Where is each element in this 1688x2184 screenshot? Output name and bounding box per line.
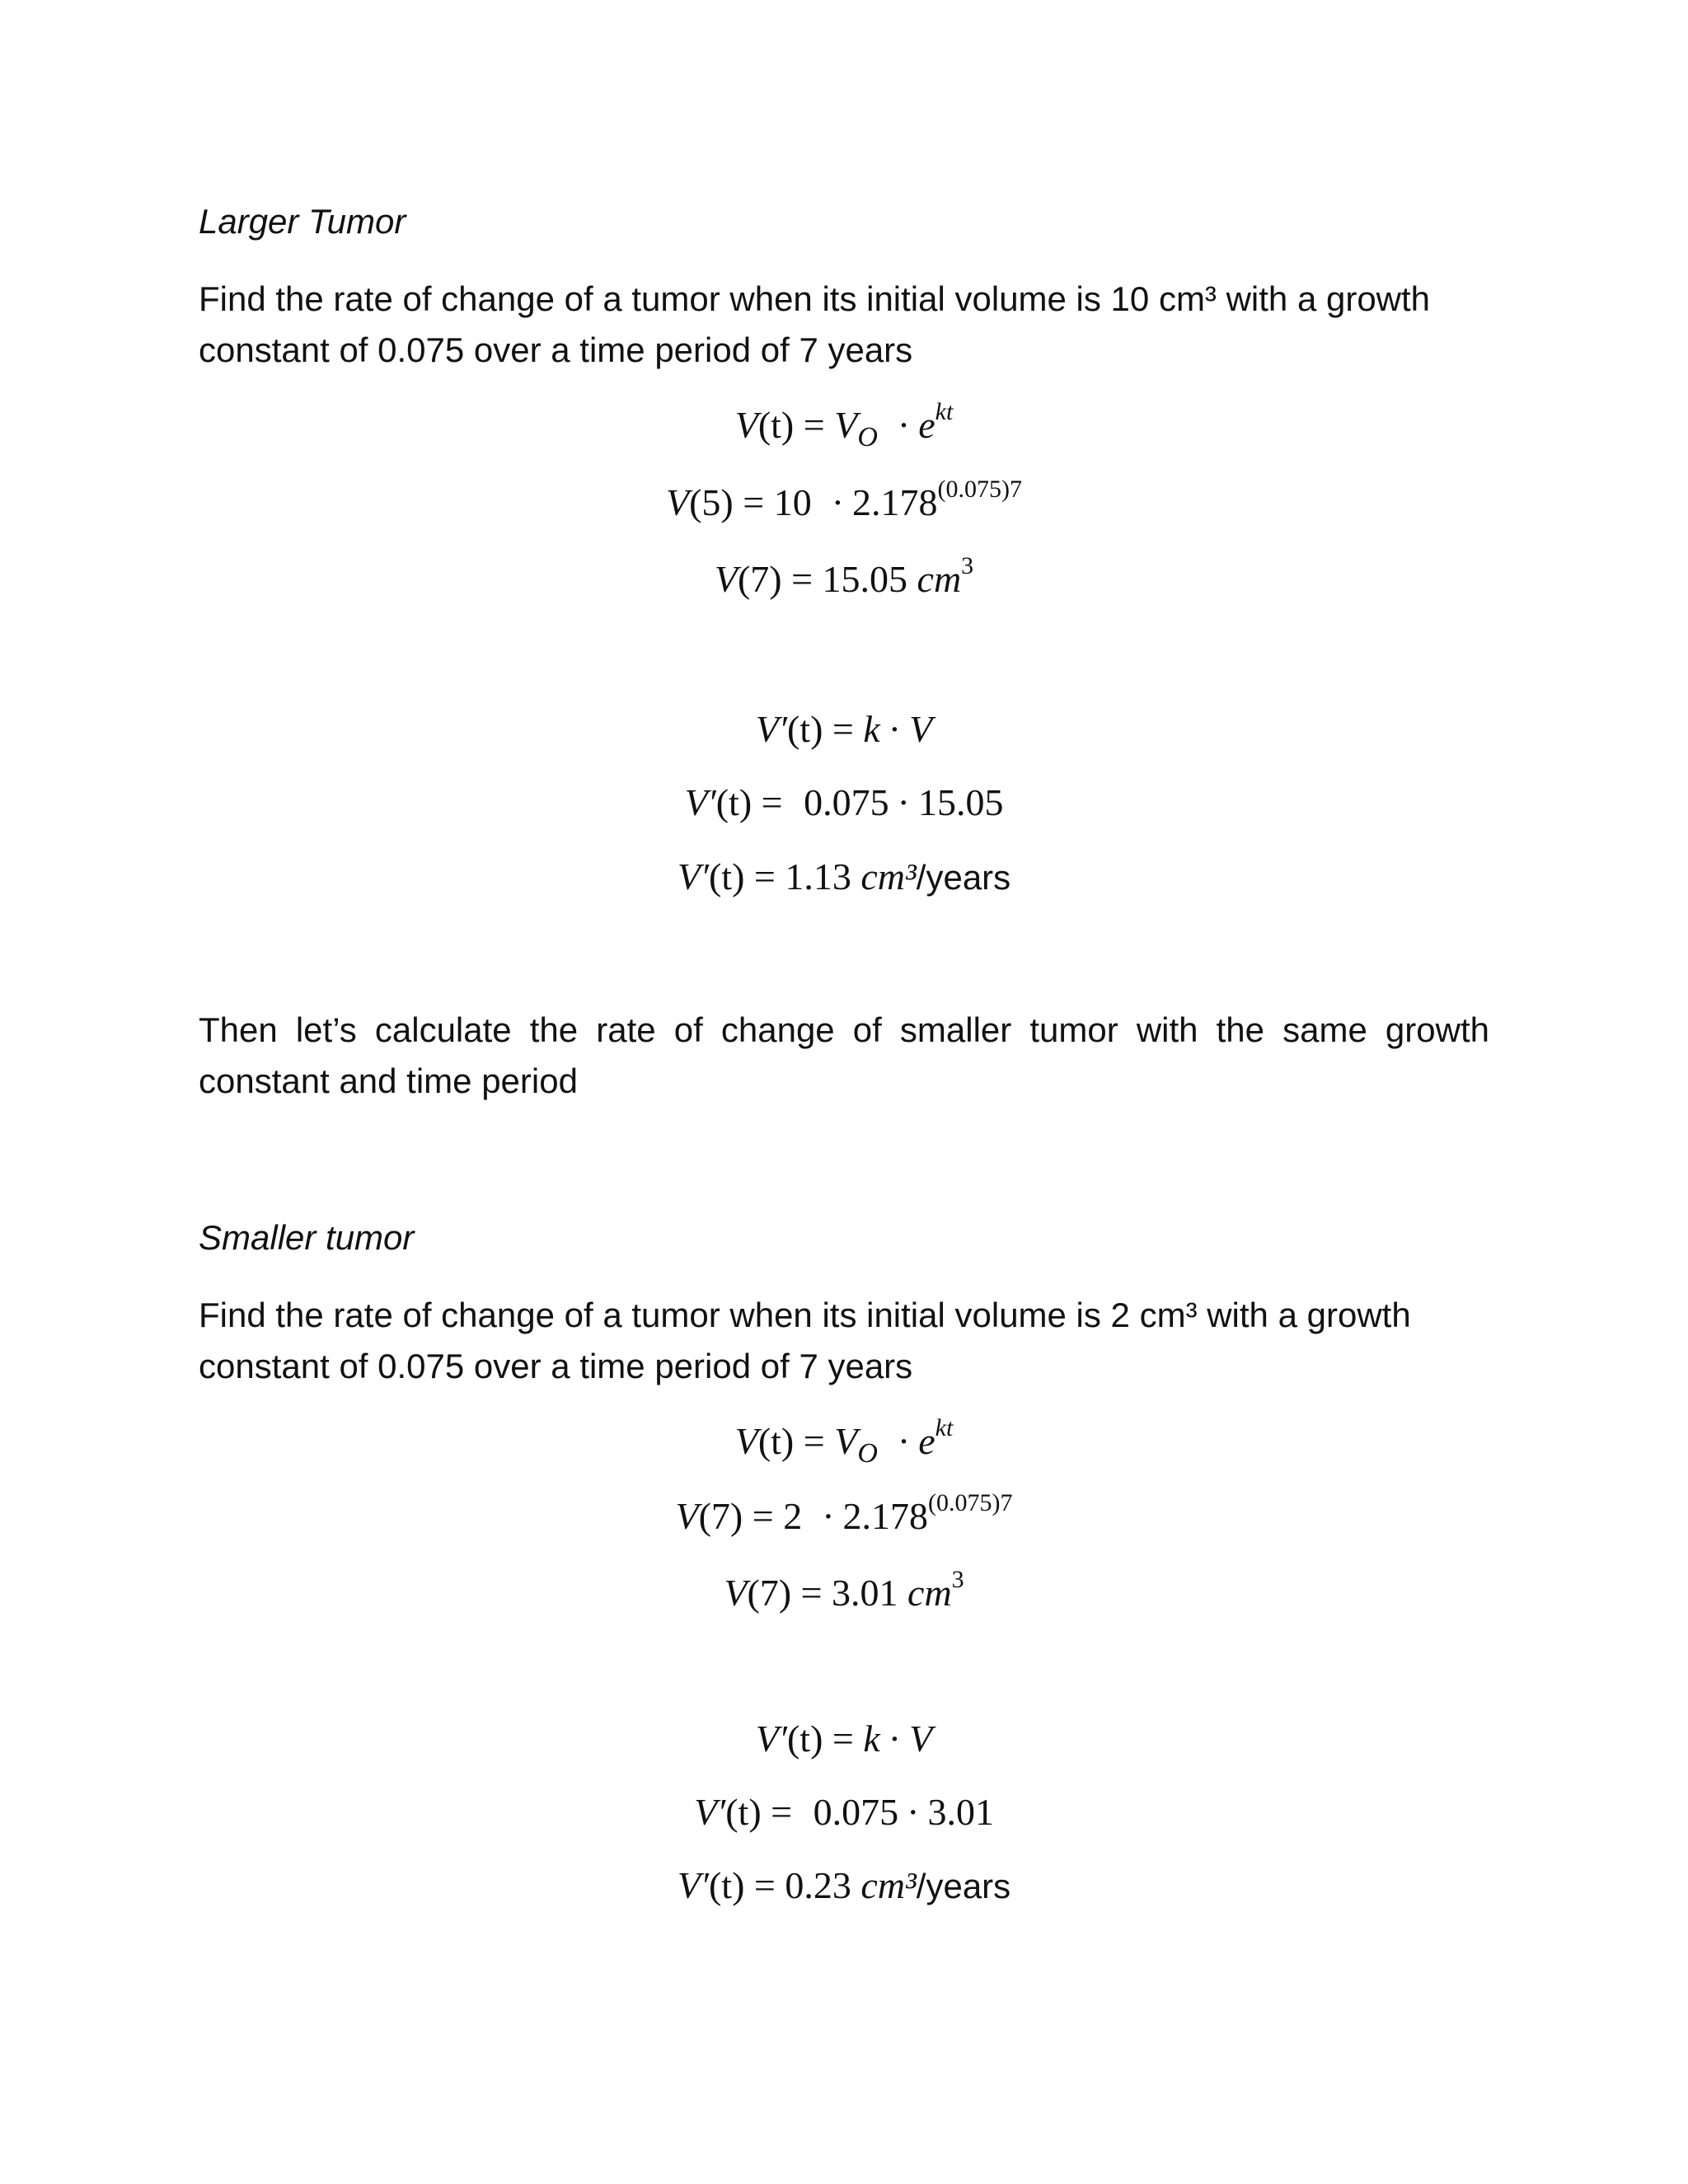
larger-eq-volume-result: V(7) = 15.05 $cm^3$ <box>714 552 974 600</box>
transition-paragraph <box>199 1005 1489 1107</box>
smaller-problem-line-2: constant of 0.075 over a time period of 7 years <box>199 1347 913 1385</box>
smaller-eq-rate-substitution: V′(t) = 0.075 · 3.01 <box>694 1791 994 1833</box>
larger-tumor-problem <box>199 274 1489 376</box>
smaller-tumor-problem <box>199 1290 1489 1392</box>
smaller-tumor-heading: Smaller tumor <box>199 1218 415 1257</box>
smaller-eq-substitution: $V(7) = 2 \cdot 2.178^{(0.075)7}$ <box>675 1489 1013 1537</box>
larger-tumor-heading: Larger Tumor <box>199 202 406 241</box>
larger-eq-substitution: $V(5) = 10 \cdot 2.178^{(0.075)7}$ <box>665 476 1022 523</box>
transition-line-2: constant and time period <box>199 1062 578 1100</box>
smaller-eq-general-model: $V(t) = V_O \cdot e^{kt}$ <box>734 1414 954 1469</box>
larger-problem-line-1: Find the rate of change of a tumor when its initial volume is 10 cm³ with a growth <box>199 279 1431 318</box>
larger-eq-general-model: $V(t) = V_O \cdot e^{kt}$ <box>734 398 954 452</box>
larger-eq-rate-formula: V′(t) = k · V <box>755 708 933 750</box>
smaller-problem-line-1: Find the rate of change of a tumor when its initial volume is 2 cm³ with a growth <box>199 1296 1411 1334</box>
larger-eq-rate-substitution: V′(t) = 0.075 · 15.05 <box>684 781 1004 823</box>
smaller-eq-rate-formula: V′(t) = k · V <box>755 1718 933 1760</box>
transition-line-1: Then let’s calculate the rate of change of smaller tumor with the same growth <box>199 1010 1489 1049</box>
larger-eq-rate-result: V′(t) = 1.13 cm³/years <box>677 855 1011 898</box>
smaller-eq-rate-result: V′(t) = 0.23 cm³/years <box>677 1864 1011 1906</box>
smaller-eq-volume-result: V(7) = 3.01 $cm^3$ <box>724 1566 964 1614</box>
larger-problem-line-2: constant of 0.075 over a time period of 7 years <box>199 330 913 369</box>
